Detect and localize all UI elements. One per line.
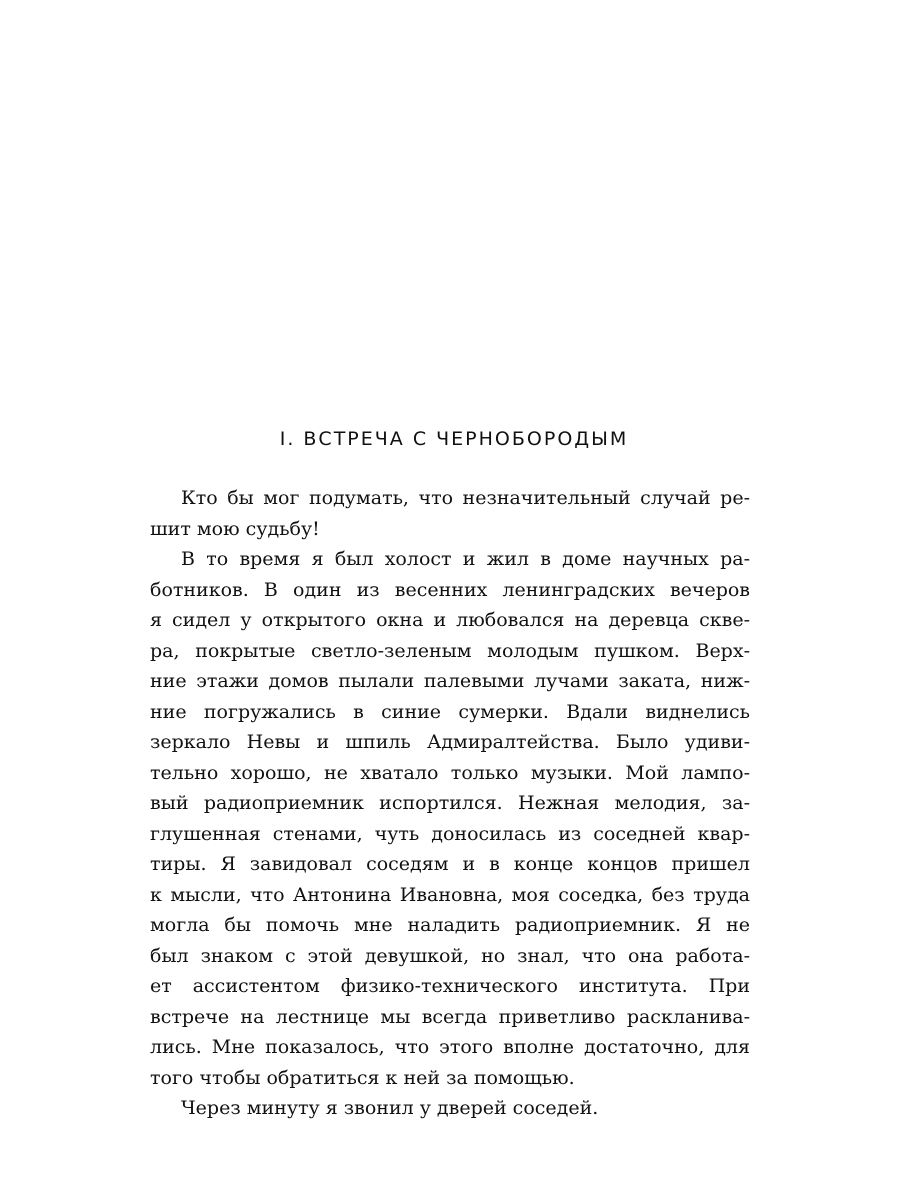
text-line: встрече на лестнице мы всегда приветливо раскланива-: [150, 1005, 750, 1028]
text-line: ние этажи домов пылали палевыми лучами заката, ниж-: [150, 670, 750, 692]
text-line: Кто бы мог подумать, что незначительный случай ре-: [181, 487, 750, 509]
text-line: В то время я был холост и жил в доме научных ра-: [181, 548, 750, 570]
chapter-text: [150, 483, 750, 1124]
text-line: могла бы помочь мне наладить радиоприемник. Я не: [150, 914, 750, 936]
text-line: ние погружались в синие сумерки. Вдали виднелись: [150, 700, 750, 723]
text-line: ра, покрытые светло-зеленым молодым пушком. Верх-: [150, 639, 750, 662]
text-line: я сидел у открытого окна и любовался на деревца скве-: [150, 609, 750, 631]
text-line: тиры. Я завидовал соседям и в конце концов пришел: [150, 853, 750, 875]
text-line: лись. Мне показалось, что этого вполне достаточно, для: [150, 1036, 750, 1058]
text-line: был знаком с этой девушкой, но знал, что она работа-: [150, 944, 750, 967]
text-line: того чтобы обратиться к ней за помощью.: [150, 1066, 575, 1089]
text-line: Через минуту я звонил у дверей соседей.: [181, 1097, 599, 1119]
text-line: вый радиоприемник испортился. Нежная мелодия, за-: [150, 792, 750, 814]
text-line: шит мою судьбу!: [150, 517, 320, 540]
chapter-title: I. ВСТРЕЧА С ЧЕРНОБОРОДЫМ: [279, 428, 629, 450]
text-line: тельно хорошо, не хватало только музыки. Мой лампо-: [150, 761, 750, 784]
text-line: ботников. В один из весенних ленинградских вечеров: [150, 578, 750, 601]
text-line: зеркало Невы и шпиль Адмиралтейства. Было удиви-: [150, 731, 750, 753]
text-line: к мысли, что Антонина Ивановна, моя соседка, без труда: [150, 883, 750, 906]
text-line: ет ассистентом физико-технического института. При: [150, 975, 750, 997]
text-line: глушенная стенами, чуть доносилась из соседней квар-: [150, 822, 750, 845]
